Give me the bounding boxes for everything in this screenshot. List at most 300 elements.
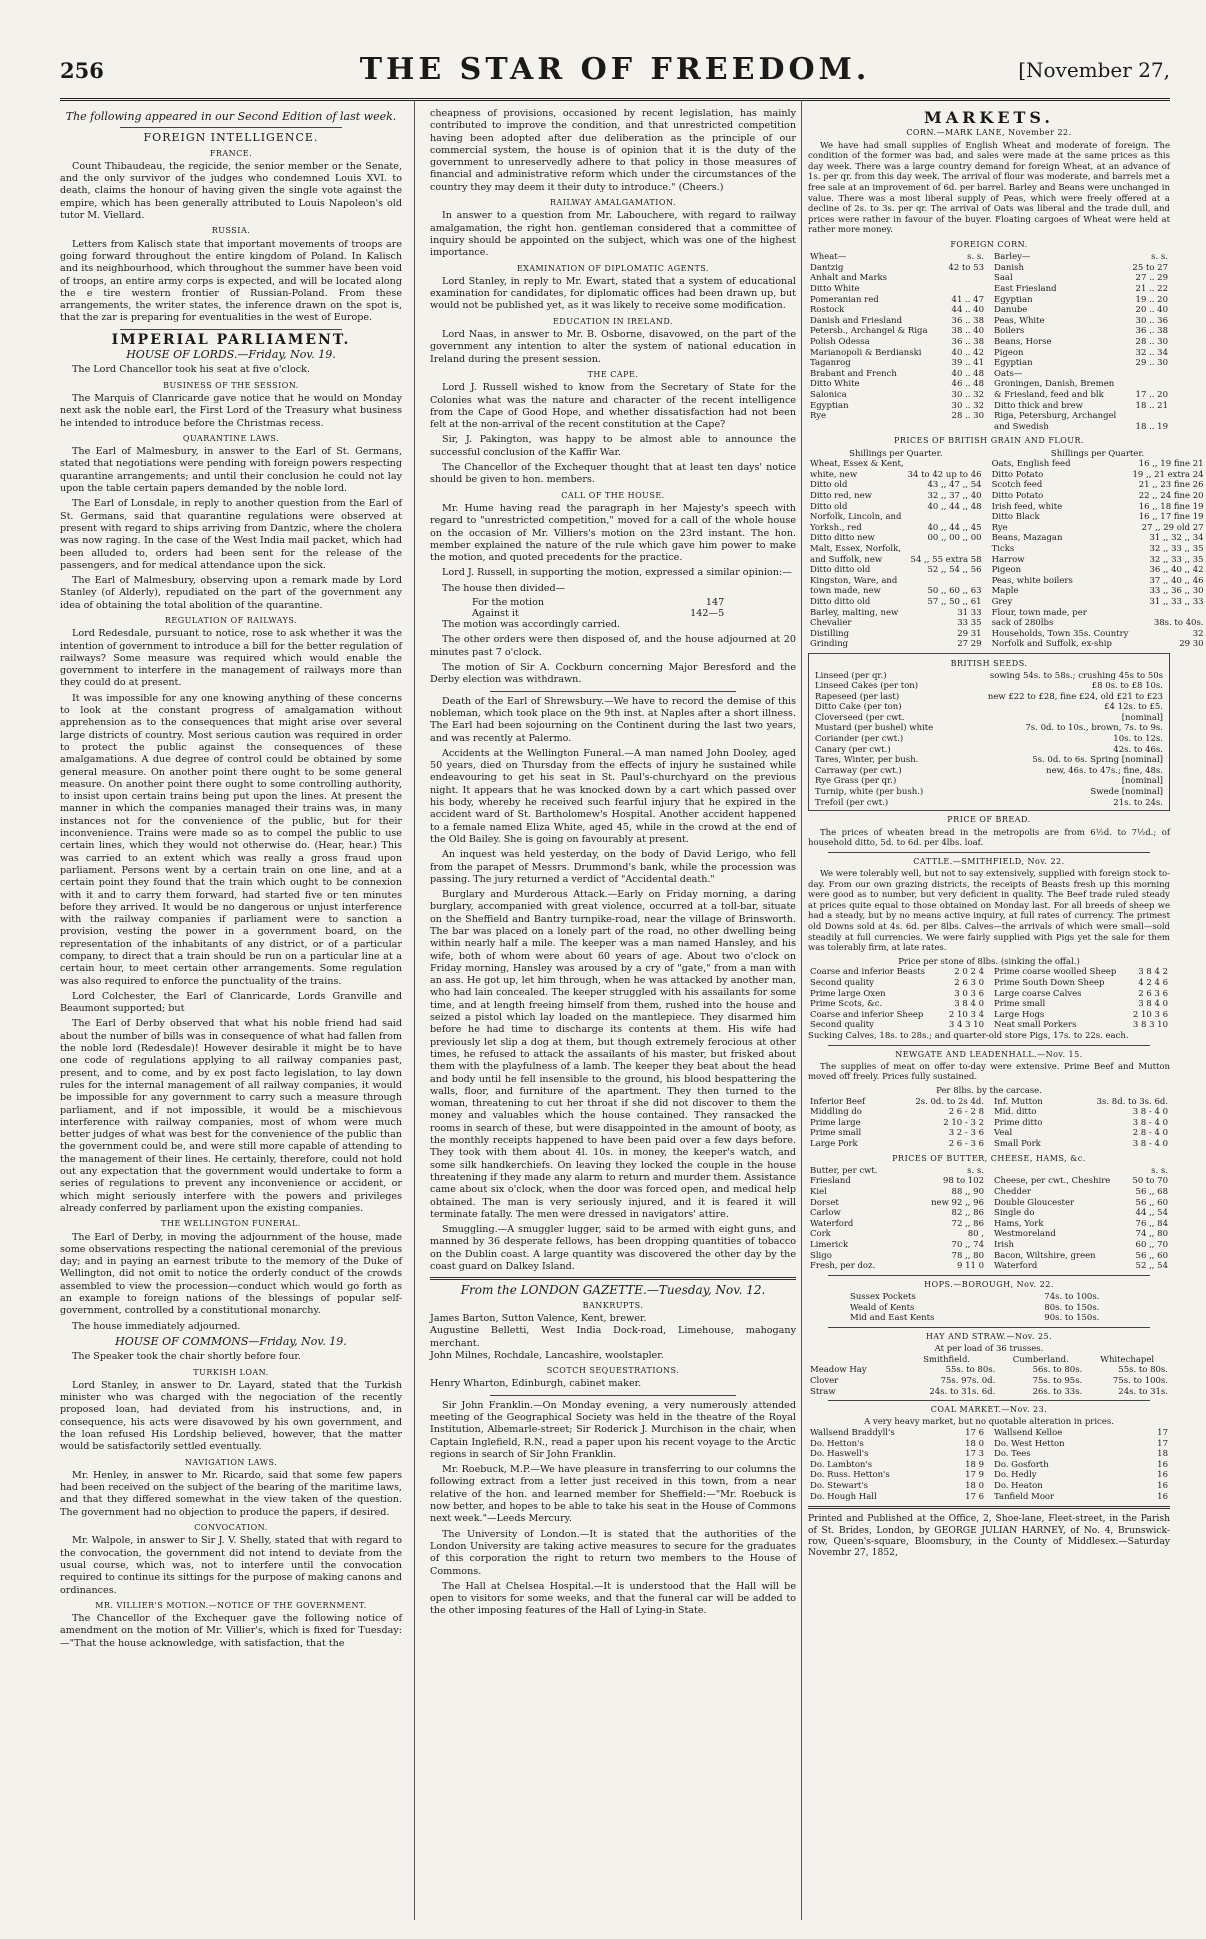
item-label: Prime South Down Sheep: [994, 977, 1105, 988]
paragraph: The Earl of Malmesbury, in answer to the Earl of St. Germans, stated that negotiations were pending with foreign powers respecting quarantine arrangements; and until their conclusion he could not lay upon the table certain papers demanded by the noble lord.: [60, 446, 402, 495]
item-value: 21 ,, 23 fine 26: [1138, 480, 1204, 491]
table-row: [992, 358, 1170, 369]
table-row: [992, 1118, 1170, 1129]
subheading: RUSSIA.: [211, 226, 251, 236]
paragraph: We have had small supplies of English Wheat and moderate of foreign. The condition of the former was bad, and sales were made at the same prices as this day week. There was a large country demand for foreign Wheat, at an advance of 1s. per qr. from this day week. The arrival of flour was moderate, and barrels met a free sale at an improvement of 6d. per barrel. Barley and Beans were unchanged in value. There was a most liberal supply of Peas, which were freely offered at a decline of 2s. to 3s. per qr. The arrival of Oats was liberal and the trade dull, and prices were rather in favour of the buyer. Floating cargoes of Wheat were held at rather more money.: [808, 140, 1170, 236]
item-value: 3 8 4 0: [1138, 999, 1168, 1010]
subheading: THE CAPE.: [587, 369, 639, 379]
table-row: [808, 978, 986, 989]
item-value: 41 .. 47: [951, 294, 984, 305]
item-label: Prime ditto: [994, 1117, 1043, 1128]
table-row: [992, 295, 1170, 306]
item-value: [906, 544, 984, 555]
table-row: [992, 1481, 1170, 1492]
table-row: [992, 411, 1170, 422]
item-label: Prime small: [810, 1128, 862, 1139]
item-label: Rye Grass (per qr.): [815, 776, 897, 787]
item-label: Canary (per cwt.): [815, 744, 891, 755]
item-value: 2 6 - 2 8: [948, 1107, 984, 1118]
table-row: [808, 989, 986, 1000]
table-row: [990, 491, 1206, 502]
item-label: Do. Russ. Hetton's: [810, 1470, 890, 1481]
column-2: [430, 108, 796, 1908]
item-value: [906, 459, 984, 470]
separator: [490, 691, 736, 692]
paragraph: cheapness of provisions, occasioned by recent legislation, has mainly contributed to improve the condition, and that unrestricted competition having been adopted after due deliberation as the principle of our commercial system, the house is of opinion that it is the duty of the government to unreservedly adhere to that policy in those measures of financial and administrative reform which under the circumstances of the country they may deem it their duty to introduce." (Cheers.): [430, 108, 796, 193]
markets-heading: MARKETS.: [924, 108, 1054, 127]
item-value: 42s. to 46s.: [1113, 744, 1163, 755]
table-row: [808, 348, 986, 359]
item-label: Wheat—: [810, 252, 847, 263]
item-label: Do. Lambton's: [810, 1459, 873, 1470]
item-value: 30 .. 32: [951, 389, 984, 400]
table-caption: At per load of 36 trusses.: [934, 1344, 1044, 1355]
item-label: Limerick: [810, 1240, 849, 1250]
table-row: [992, 1229, 1170, 1240]
table-row: [813, 702, 1165, 713]
table-row: [992, 305, 1170, 316]
table-row: [990, 565, 1206, 576]
item-label: Ditto ditto old: [810, 596, 871, 607]
item-value: 16 ,, 19 fine 21: [1138, 459, 1204, 470]
item-value: 52 ,, 54: [1135, 1261, 1168, 1272]
separator: [828, 1275, 1150, 1276]
paragraph: The Earl of Malmesbury, observing upon a remark made by Lord Stanley (of Alderly), repudiated on the part of the government any idea of obtaining the total abolition of the quarantine.: [60, 575, 402, 611]
table-caption: Per 8lbs. by the carcase.: [936, 1085, 1042, 1096]
table-row: [992, 1198, 1170, 1209]
subheading: BUSINESS OF THE SESSION.: [163, 380, 299, 390]
table-row: [808, 1139, 986, 1150]
table-row: [990, 480, 1206, 491]
item-label: Large coarse Calves: [994, 988, 1082, 999]
table-row: [992, 978, 1170, 989]
item-value: 36 .. 38: [951, 336, 984, 347]
item-value: 30 .. 32: [951, 400, 984, 411]
item-label: Boilers: [994, 326, 1025, 337]
table-row: [990, 586, 1206, 597]
table-row: [992, 273, 1170, 284]
separator: [430, 1277, 796, 1280]
table-row: [992, 1097, 1170, 1108]
item-value: 2 8 - 4 0: [1132, 1128, 1168, 1139]
table-row: [990, 459, 1206, 470]
item-label: Bacon, Wiltshire, green: [994, 1250, 1096, 1261]
table-row: [992, 1428, 1170, 1439]
item-label: Groningen, Danish, Bremen: [994, 379, 1115, 390]
paragraph: The Lord Chancellor took his seat at five o'clock.: [72, 364, 310, 376]
item-label: Egyptian: [810, 400, 849, 411]
paragraph: The Marquis of Clanricarde gave notice that he would on Monday next ask the noble earl, the First Lord of the Treasury what business he intended to introduce before the Christmas recess.: [60, 392, 402, 429]
table-row: [990, 597, 1206, 608]
edition-note: The following appeared in our Second Edition of last week.: [65, 110, 397, 123]
column-header: Cumberland.: [1012, 1354, 1069, 1365]
house-heading: HOUSE OF COMMONS—Friday, Nov. 19.: [115, 1334, 347, 1348]
item-value: 32: [1192, 628, 1204, 639]
item-label: Chevalier: [810, 618, 852, 629]
table-row: [808, 252, 986, 263]
item-value: 78 ,, 80: [951, 1250, 984, 1261]
item-value: 28 .. 30: [951, 411, 984, 422]
paragraph: The Chancellor of the Exchequer thought that at least ten days' notice should be given to hon. members.: [430, 462, 796, 486]
table-row: [808, 316, 986, 327]
item-value: 34 to 42 up to 46: [907, 469, 982, 480]
item-label: Maple: [991, 586, 1019, 597]
table-caption: Price per stone of 8lbs. (sinking the offal.): [898, 956, 1080, 967]
seeds-box: [808, 653, 1170, 811]
item-label: Second quality: [810, 1020, 874, 1031]
item-label: Carraway (per cwt.): [815, 765, 902, 776]
subheading: TURKISH LOAN.: [193, 1367, 269, 1377]
item-label: town made, new: [810, 586, 881, 597]
subheading: BANKRUPTS.: [582, 1300, 644, 1310]
table-row: [808, 1251, 986, 1262]
item-label: Waterford: [994, 1261, 1038, 1272]
table-row: [808, 1365, 1170, 1376]
item-value: 28 .. 30: [1135, 336, 1168, 347]
table-row: [808, 295, 986, 306]
separator: [828, 1045, 1150, 1046]
item-label: Danish and Friesland: [810, 315, 903, 326]
item-label: Grinding: [810, 639, 849, 650]
bankrupts-list: [430, 1313, 796, 1362]
table-row: [990, 639, 1206, 650]
item-value: 52 ,, 54 ,, 56: [927, 565, 982, 576]
subheading: COAL MARKET.—Nov. 23.: [930, 1405, 1048, 1415]
item-label: Chedder: [994, 1187, 1031, 1198]
table-row: [808, 326, 986, 337]
item-label: Neat small Porkers: [994, 1020, 1077, 1031]
item-value: Swede [nominal]: [1090, 787, 1163, 798]
table-row: [808, 1219, 986, 1230]
item-value: 3 8 3 10: [1132, 1020, 1168, 1031]
item-value: 74s. to 100s.: [1044, 1292, 1100, 1303]
table-row: [808, 1128, 986, 1139]
table-row: [990, 533, 1206, 544]
paragraph: It was impossible for any one knowing anything of these concerns to look at the constant progress of amalgamation without apprehension as to the consequences that might arise over several large districts of country. Most serious caution was required in order to protect the public against the consequences of these amalgamations. A due degree of control could be obtained by some general measure. On another point there ought to be some general measure. On another point there ought to some controlling authority, to insist upon certain trains being put upon the lines. At present the manner in which the companies managed their trains was, in many instances not for the convenience of the public, but for their inconvenience. Trains were made so as to compel the public to use certain lines, which they would not otherwise do. (Hear, hear.) This was carried to an extent which was really a gross fraud upon parliament. Persons went by a certain train on one line, and at a certain point they found that the train which ought to be connexion with it and to carry them forward, had started five or ten minutes before they arrived. It would be no dangerous or unjust interference with the railway companies if parliament were to sanction a provision, vesting the power in a government board, on the representation of the inhabitants of any district, or of a particular company, to direct that a train should be run on a particular line at a certain hour, to meet certain other arrangements. Some regulation was also required to enforce the punctuality of the trains.: [60, 692, 402, 987]
table-row: [992, 1261, 1170, 1272]
item-value: 27 ,, 29 old 27: [1141, 522, 1204, 533]
table-row: [808, 1198, 986, 1209]
separator: [120, 127, 342, 128]
table-row: [992, 1470, 1170, 1481]
table-row: [992, 1187, 1170, 1198]
item-label: Friesland: [810, 1176, 851, 1187]
price-table: [808, 459, 984, 650]
item-value: 36 .. 38: [951, 315, 984, 326]
item-label: Peas, white boilers: [991, 575, 1073, 586]
item-label: Fresh, per doz.: [810, 1261, 876, 1272]
table-row: [990, 555, 1206, 566]
subheading: PRICES OF BRITISH GRAIN AND FLOUR.: [893, 436, 1085, 446]
item-value: 37 ,, 40 ,, 46: [1149, 575, 1204, 586]
table-row: [808, 1020, 986, 1031]
price-table: [808, 1166, 986, 1272]
item-value: 60 ,, 70: [1135, 1240, 1168, 1250]
item-label: Prime Scots, &c.: [810, 999, 883, 1010]
item-value: [942, 273, 986, 284]
item-label: Polish Odessa: [810, 336, 870, 347]
item-value: 31 ,, 32 ,, 34: [1149, 533, 1204, 544]
paragraph: The prices of wheaten bread in the metropolis are from 6½d. to 7½d.; of household ditto, 5d. to 6d. per 4lbs. loaf.: [808, 827, 1170, 849]
paragraph: The University of London.—It is stated that the authorities of the London University are taking active measures to secure for the graduates of this corporation the right to return two members to the House of Commons.: [430, 1528, 796, 1577]
item-label: Middling do: [810, 1107, 862, 1118]
item-label: Carlow: [810, 1208, 841, 1219]
item-value: 27 29: [957, 639, 982, 650]
cattle-tables: [808, 967, 1170, 1031]
price-table: [808, 1428, 986, 1502]
item-value: 3 0 3 6: [954, 988, 984, 999]
item-label: Saal: [994, 273, 1013, 284]
paragraph: Mr. Henley, in answer to Mr. Ricardo, said that some few papers had been received on the subject of the bearing of the maritime laws, and that they differed somewhat in the view taken of the question. The government had no objection to produce the papers, if desired.: [60, 1469, 402, 1518]
item-value: 31 ,, 33 ,, 33: [1149, 596, 1204, 607]
item-label: white, new: [810, 469, 858, 480]
table-caption: Shillings per Quarter.: [849, 448, 943, 459]
item-label: Ditto ditto new: [810, 533, 875, 544]
column-header: Smithfield.: [923, 1354, 971, 1365]
item-value: 16: [1157, 1459, 1168, 1470]
item-value: [1128, 379, 1170, 390]
table-row: [808, 1492, 986, 1503]
paragraph: Burglary and Murderous Attack.—Early on Friday morning, a daring burglary, accompanied with great violence, occurred at a toll-bar, situate on the Sheffield and Bantry turnpike-road, near the village of Brinsworth. The bar was placed on a lonely part of the road, no other dwelling being within nearly half a mile. The keeper was a man named Hansley, and his wife, both of whom were about 60 years of age. About two o'clock on Friday morning, Hansley was aroused by a cry of "gate," from a man with an ass. He got up, let him through, when he was attacked by another man, who had lain concealed. The keeper struggled with his assailants for some time, and at length freeing himself from them, rushed into the house and seized a pistol which lay loaded on the mantlepiece. They disarmed him before he had time to discharge its contents at them. His wife had previously let slip a dog at them, but though extremely ferocious at other times, he refused to attack the assailants of his master, but frisked about them with the playfulness of a lamb. The keeper they beat about the head and body until he fell insensible to the ground, his blood bespattering the walls, floor, and furniture of the apartment. They then turned to the woman, threatening to cut her throat if she did not discover to them the money and valuables which the house contained. They ransacked the rooms in search of these, but were disappointed in the amount of booty, as the monthly receipts happened to have been paid over a few days before. They took with them about 4l. 10s. in money, the keeper's watch, and some silk handkerchiefs. On leaving they locked the couple in the house threatening if they made any alarm to return and murder them. Assistance came about six o'clock, when the door was forced open, and medical help obtained. The man is very seriously injured, and it is feared it will terminate fatally. The men were dressed in navigators' attire.: [430, 889, 796, 1220]
item-label: Linseed Cakes (per ton): [815, 681, 919, 692]
item-value: 42 to 53: [948, 262, 984, 273]
item-value: 39 .. 41: [951, 358, 984, 369]
item-label: & Friesland, feed and blk: [994, 389, 1104, 400]
item-value: 3s. 8d. to 3s. 6d.: [1096, 1096, 1168, 1107]
table-row: [848, 1292, 1101, 1303]
item-value: 29 .. 30: [1135, 358, 1168, 369]
table-row: [808, 565, 984, 576]
item-label: Prime large Oxen: [810, 988, 886, 999]
item-label: Waterford: [810, 1218, 854, 1229]
table-row: [808, 369, 986, 380]
item-label: Tares, Winter, per bush.: [815, 755, 919, 766]
item-label: Sligo: [810, 1250, 832, 1261]
item-value: 5s. 0d. to 6s. Spring [nominal]: [1032, 755, 1163, 766]
paragraph: Sucking Calves, 18s. to 28s.; and quarter-old store Pigs, 17s. to 22s. each.: [808, 1030, 1129, 1041]
table-row: [992, 1020, 1170, 1031]
table-row: [992, 422, 1170, 433]
item-value: 38s. to 40s.: [1153, 618, 1204, 629]
item-label: Second quality: [810, 977, 874, 988]
item-label: Prime coarse woolled Sheep: [994, 967, 1117, 978]
item-label: Ticks: [991, 543, 1015, 554]
item-label: Barley—: [994, 252, 1031, 263]
item-value: 24s. to 31s. 6d.: [929, 1386, 996, 1397]
table-row: [992, 1208, 1170, 1219]
column-header: Whitechapel: [1100, 1354, 1155, 1365]
item-value: 19 .. 20: [1135, 294, 1168, 305]
table-row: [808, 1118, 986, 1129]
division-table: [470, 598, 726, 619]
item-label: Beans, Mazagan: [991, 533, 1063, 544]
item-value: 32 ,, 37 ,, 40: [927, 491, 982, 501]
table-row: [808, 1261, 986, 1272]
item-value: 40 .. 42: [951, 347, 984, 358]
item-label: Kingston, Ware, and: [810, 575, 898, 586]
item-label: Harrow: [991, 554, 1025, 565]
item-value: [1131, 608, 1206, 619]
table-row: [808, 337, 986, 348]
price-table: [808, 1097, 986, 1150]
table-row: [808, 390, 986, 401]
item-label: Do. Gosforth: [994, 1459, 1049, 1470]
item-label: Do. West Hetton: [994, 1438, 1065, 1449]
item-value: [942, 284, 986, 295]
item-value: 80s. to 150s.: [1044, 1302, 1100, 1313]
table-row: [808, 586, 984, 597]
vote-value: 142—5: [690, 607, 725, 619]
item-label: and Suffolk, new: [810, 554, 883, 565]
separator: [120, 329, 342, 330]
table-row: [992, 999, 1170, 1010]
price-table: [813, 671, 1165, 809]
item-label: Ditto Black: [991, 512, 1040, 523]
item-value: 82 ,, 86: [951, 1208, 984, 1219]
item-label: Mid and East Kents: [850, 1313, 935, 1324]
item-value: 40 .. 48: [951, 368, 984, 379]
table-row: [992, 401, 1170, 412]
item-value: new 92 ,, 96: [931, 1197, 984, 1208]
table-row: [808, 639, 984, 650]
table-row: [808, 1481, 986, 1492]
item-label: Pomeranian red: [810, 294, 879, 305]
item-value: 4 2 4 6: [1138, 977, 1168, 988]
item-value: new, 46s. to 47s.; fine, 48s.: [1046, 765, 1163, 776]
item-value: 10s. to 12s.: [1113, 734, 1163, 745]
table-row: [813, 681, 1165, 692]
paragraph: The other orders were then disposed of, and the house adjourned at 20 minutes past 7 o'clock.: [430, 634, 796, 658]
item-label: Irish: [994, 1240, 1014, 1250]
paragraph: Death of the Earl of Shrewsbury.—We have to record the demise of this nobleman, which took place on the 9th inst. at Naples after a short illness. The Earl had been sojourning on the Continent during the last two years, and was recently at Palermo.: [430, 695, 796, 744]
subheading: REGULATION OF RAILWAYS.: [164, 615, 298, 625]
subheading: NEWGATE AND LEADENHALL.—Nov. 15.: [895, 1049, 1083, 1059]
table-row: [813, 713, 1165, 724]
coal-tables: [808, 1428, 1170, 1502]
table-row: [992, 1460, 1170, 1471]
item-value: 16: [1157, 1480, 1168, 1491]
item-label: Distilling: [810, 628, 850, 639]
item-label: Households, Town 35s. Country: [991, 628, 1129, 639]
table-row: [992, 1240, 1170, 1251]
item-label: Salonica: [810, 389, 847, 400]
paragraph: Sir John Franklin.—On Monday evening, a very numerously attended meeting of the Geographical Society was held in the theatre of the Royal Institution, Albemarle-street; Sir Roderick J. Murchison in the chair, when Captain Inglefield, R.N., read a paper upon his recent voyage to the Arctic regions in search of Sir John Franklin.: [430, 1399, 796, 1460]
table-row: [992, 1251, 1170, 1262]
paragraph: The Chancellor of the Exchequer gave the following notice of amendment on the motion of Mr. Villier's, which is fixed for Tuesday:—"That the house acknowledge, with satisfaction, that the: [60, 1613, 402, 1649]
item-label: Ditto Potato: [991, 491, 1044, 501]
subheading: PRICES OF BUTTER, CHEESE, HAMS, &c.: [892, 1153, 1086, 1163]
item-value: 56 ,, 60: [1135, 1197, 1168, 1208]
item-value: 2s. 0d. to 2s 4d.: [915, 1096, 984, 1107]
separator: [490, 1395, 736, 1396]
item-label: East Friesland: [994, 284, 1057, 295]
table-row: [992, 348, 1170, 359]
item-value: 18 0: [965, 1438, 984, 1449]
item-value: 36 .. 38: [1135, 326, 1168, 337]
subheading: SCOTCH SEQUESTRATIONS.: [546, 1366, 680, 1376]
column-divider: [414, 100, 415, 1920]
table-row: [992, 1176, 1170, 1187]
table-row: [808, 576, 984, 587]
item-value: 2 10 3 6: [1132, 1009, 1168, 1020]
subheading: BRITISH SEEDS.: [950, 658, 1028, 668]
item-label: Taganrog: [810, 358, 851, 369]
house-heading: HOUSE OF LORDS.—Friday, Nov. 19.: [126, 348, 336, 362]
table-row: [992, 1107, 1170, 1118]
paragraph: Letters from Kalisch state that important movements of troops are going forward throughout the entire kingdom of Poland. In Kalisch and its neighbourhood, which throughout the summer have been void of troops, an entire army corps is expected, and will be located along the e tire western frontier of Russian-Poland. From these arrangements, the writer states, the inference drawn on the spot is, that the zar is preparing for eventualities in the west of Europe.: [60, 238, 402, 324]
british-grain-tables: [808, 448, 1204, 650]
table-row: [808, 1208, 986, 1219]
table-row: [848, 1313, 1101, 1324]
table-row: [808, 555, 984, 566]
subheading: MR. VILLIER'S MOTION.—NOTICE OF THE GOVERNMENT.: [95, 1600, 367, 1610]
paragraph: Lord Redesdale, pursuant to notice, rose to ask whether it was the intention of government to introduce a bill for the better regulation of railways? Some measure was required which would enable the government to interfere in the management of railways more than they could do at present.: [60, 628, 402, 689]
item-label: Do. Hough Hall: [810, 1491, 877, 1502]
page-number: 256: [60, 58, 104, 83]
table-row: [992, 1492, 1170, 1503]
item-value: 32 .. 34: [1135, 347, 1168, 358]
item-label: Flour, town made, per: [991, 607, 1087, 618]
item-label: Ditto Cake (per ton): [815, 702, 902, 713]
item-label: Linseed (per qr.): [815, 670, 887, 681]
paragraph: An inquest was held yesterday, on the body of David Lerigo, who fell from the parapet of Messrs. Drummond's bank, while the procession was passing. The jury returned a verdict of "Accidental death.": [430, 849, 796, 885]
subheading: THE WELLINGTON FUNERAL.: [161, 1219, 301, 1229]
issue-date: [November 27,: [1018, 58, 1170, 82]
item-value: 38 .. 40: [951, 326, 984, 337]
item-value: 43 ,, 47 ,, 54: [927, 480, 982, 491]
vote-label: For the motion: [472, 596, 545, 608]
column-header: [808, 1355, 896, 1366]
price-table: [992, 1097, 1170, 1150]
item-value: [1128, 369, 1170, 380]
item-value: 50 to 70: [1132, 1176, 1168, 1187]
table-row: [808, 1470, 986, 1481]
table-row: [808, 608, 984, 619]
item-label: Danube: [994, 305, 1028, 316]
item-value: £8 0s. to £8 10s.: [1091, 681, 1163, 692]
table-row: [992, 1219, 1170, 1230]
item-label: Peas, White: [994, 315, 1045, 326]
table-row: [813, 745, 1165, 756]
item-label: [992, 1166, 1126, 1177]
item-label: Do. Haswell's: [810, 1449, 869, 1460]
masthead: THE STAR OF FREEDOM.: [359, 52, 871, 87]
imprint: Printed and Published at the Office, 2, Shoe-lane, Fleet-street, in the Parish of St. Brides, London, by GEORGE JULIAN HARNEY, of No. 4, Brunswick-row, Queen's-square, Bloomsbury, in the County of Middlesex.—Saturday Novembr 27, 1852,: [808, 1513, 1170, 1559]
item-value: 25 to 27: [1132, 262, 1168, 273]
table-row: [813, 766, 1165, 777]
item-value: 17 9: [965, 1470, 984, 1481]
list-item: John Milnes, Rochdale, Lancashire, woolstapler.: [430, 1349, 664, 1361]
table-row: [808, 1460, 986, 1471]
item-label: Petersb., Archangel & Riga: [810, 326, 928, 337]
table-row: [990, 502, 1206, 513]
item-value: s. s.: [967, 1165, 984, 1176]
paragraph: The Hall at Chelsea Hospital.—It is understood that the Hall will be open to visitors for some weeks, and that the funeral car will be added to the other imposing features of the Hall of Lying-in State.: [430, 1580, 796, 1617]
item-value: s. s.: [1151, 252, 1168, 263]
paragraph: The house immediately adjourned.: [72, 1320, 241, 1332]
item-value: 17 .. 20: [1135, 389, 1168, 400]
item-label: Large Pork: [810, 1138, 858, 1149]
item-label: Ditto old: [810, 480, 848, 491]
table-row: [808, 618, 984, 629]
table-row: [992, 989, 1170, 1000]
item-label: Cloverseed (per cwt.: [815, 712, 905, 723]
item-value: 27 .. 29: [1135, 273, 1168, 284]
table-row: [808, 1187, 986, 1198]
item-value: 33 35: [957, 618, 982, 629]
item-value: £4 12s. to £5.: [1104, 702, 1163, 713]
subheading: QUARANTINE LAWS.: [182, 433, 280, 443]
